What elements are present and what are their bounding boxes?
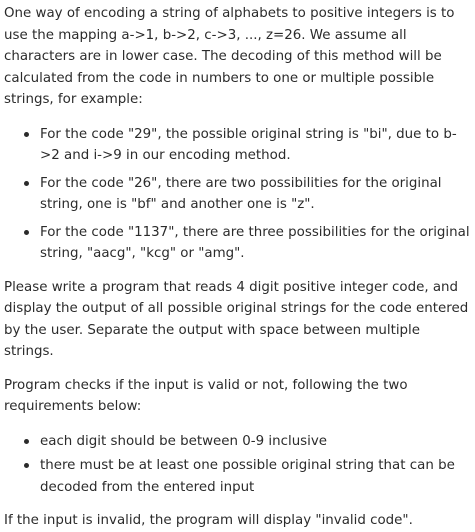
bullet-icon: [24, 230, 29, 235]
bullet-icon: [24, 181, 29, 186]
requirements-list: [4, 431, 471, 499]
intro-paragraph: One way of encoding a string of alphabets to positive integers is to use the mapping a->1, b->2, c->3, ..., z=26. We assume all characters are in lower case. The decoding of this method will be calculated from the code in numbers to one or multiple possible strings, for example:: [4, 6, 455, 107]
requirement-text: there must be at least one possible original string that can be decoded from the entered input: [40, 458, 455, 495]
list-item: [40, 173, 471, 216]
example-text: For the code "1137", there are three possibilities for the original string, "aacg", "kcg" or "amg".: [40, 224, 470, 261]
bullet-icon: [24, 439, 29, 444]
example-text: For the code "29", the possible original string is "bi", due to b->2 and i->9 in our encoding method.: [40, 126, 457, 163]
requirement-text: each digit should be between 0-9 inclusive: [40, 433, 328, 449]
list-item: [40, 124, 471, 167]
invalid-note: If the input is invalid, the program will display "invalid code".: [4, 513, 413, 528]
program-instructions: Please write a program that reads 4 digit positive integer code, and display the output of all possible original strings for the code entered by the user. Separate the output with space between multiple strings.: [4, 279, 469, 359]
validity-intro: Program checks if the input is valid or not, following the two requirements below:: [4, 377, 408, 414]
list-item: [40, 431, 471, 453]
examples-list: [4, 124, 471, 265]
bullet-icon: [24, 463, 29, 468]
example-text: For the code "26", there are two possibilities for the original string, one is "bf" and another one is "z".: [40, 175, 442, 212]
list-item: [40, 222, 471, 265]
bullet-icon: [24, 132, 29, 137]
list-item: [40, 455, 471, 498]
